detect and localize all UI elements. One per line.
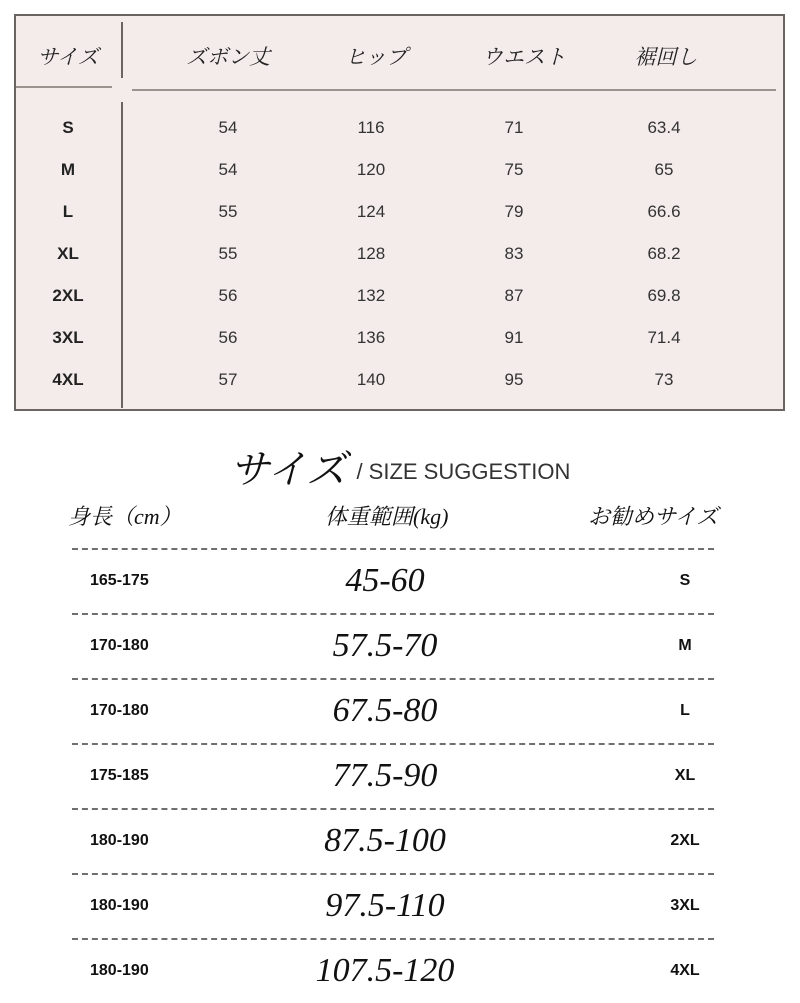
cell-height: 170-180	[90, 637, 149, 654]
cell-size: L	[680, 702, 690, 719]
cell-length: 55	[218, 202, 238, 221]
cell-hem: 63.4	[647, 118, 681, 137]
cell-size: 3XL	[670, 897, 700, 914]
suggestion-row	[0, 614, 800, 678]
cell-size: XL	[674, 767, 696, 784]
cell-hip: 124	[356, 202, 386, 221]
suggestion-row	[0, 679, 800, 743]
suggestion-row	[0, 744, 800, 808]
table-row	[16, 149, 783, 191]
cell-length: 54	[218, 160, 238, 179]
suggestion-title	[0, 438, 800, 495]
cell-length: 56	[218, 286, 238, 305]
cell-height: 180-190	[90, 962, 149, 979]
cell-size: XL	[57, 244, 79, 263]
cell-hip: 132	[356, 286, 386, 305]
table-row	[16, 233, 783, 275]
table-row	[16, 359, 783, 401]
cell-hem: 71.4	[647, 328, 681, 347]
cell-weight: 45-60	[345, 562, 425, 599]
cell-waist: 83	[504, 244, 524, 263]
cell-hem: 69.8	[647, 286, 681, 305]
size-table	[14, 14, 785, 411]
header-height: 身長（cm）	[68, 504, 182, 529]
table-row	[16, 191, 783, 233]
cell-size: 2XL	[52, 286, 84, 305]
cell-waist: 75	[504, 160, 524, 179]
cell-hip: 120	[356, 160, 386, 179]
suggestion-title-jp: サイズ	[229, 447, 347, 492]
suggestion-row	[0, 939, 800, 1003]
cell-hip: 136	[356, 328, 386, 347]
cell-waist: 79	[504, 202, 524, 221]
cell-waist: 91	[504, 328, 524, 347]
header-recommended-size: お勧めサイズ	[588, 504, 719, 529]
header-length: ズボン丈	[186, 45, 270, 69]
header-underline-right	[132, 89, 776, 91]
cell-weight: 67.5-80	[332, 692, 438, 729]
cell-size: L	[62, 202, 74, 221]
suggestion-row	[0, 874, 800, 938]
header-divider	[121, 22, 123, 78]
cell-weight: 107.5-120	[315, 952, 455, 989]
header-waist: ウエスト	[482, 45, 566, 69]
cell-weight: 87.5-100	[324, 822, 446, 859]
cell-height: 180-190	[90, 897, 149, 914]
cell-height: 170-180	[90, 702, 149, 719]
cell-size: 4XL	[52, 370, 84, 389]
cell-length: 56	[218, 328, 238, 347]
cell-hip: 116	[357, 118, 385, 137]
cell-size: 4XL	[670, 962, 700, 979]
cell-size: M	[678, 637, 692, 654]
cell-height: 180-190	[90, 832, 149, 849]
header-underline-left	[16, 86, 112, 88]
table-row	[16, 317, 783, 359]
header-size: サイズ	[37, 45, 99, 69]
table-row	[16, 275, 783, 317]
table-row	[16, 107, 783, 149]
header-hip: ヒップ	[344, 45, 408, 69]
suggestion-row	[0, 809, 800, 873]
cell-hip: 128	[356, 244, 386, 263]
header-weight: 体重範囲(kg)	[325, 504, 449, 529]
cell-hem: 68.2	[647, 244, 681, 263]
cell-size: 2XL	[670, 832, 700, 849]
cell-length: 55	[218, 244, 238, 263]
cell-hem: 65	[654, 160, 674, 179]
cell-length: 57	[218, 370, 238, 389]
cell-waist: 87	[504, 286, 524, 305]
header-hem: 裾回し	[634, 45, 698, 69]
cell-hem: 73	[654, 370, 674, 389]
cell-hem: 66.6	[647, 202, 681, 221]
cell-height: 165-175	[90, 572, 149, 589]
cell-weight: 57.5-70	[332, 627, 438, 664]
cell-height: 175-185	[90, 767, 149, 784]
suggestion-row	[0, 549, 800, 613]
cell-size: S	[679, 572, 691, 589]
cell-size: S	[62, 118, 74, 137]
cell-hip: 140	[356, 370, 386, 389]
cell-weight: 77.5-90	[332, 757, 438, 794]
cell-length: 54	[218, 118, 238, 137]
suggestion-title-en: / SIZE SUGGESTION	[356, 459, 571, 484]
cell-waist: 95	[504, 370, 524, 389]
cell-weight: 97.5-110	[325, 887, 445, 924]
cell-waist: 71	[504, 118, 524, 137]
cell-size: M	[60, 160, 76, 179]
cell-size: 3XL	[52, 328, 84, 347]
